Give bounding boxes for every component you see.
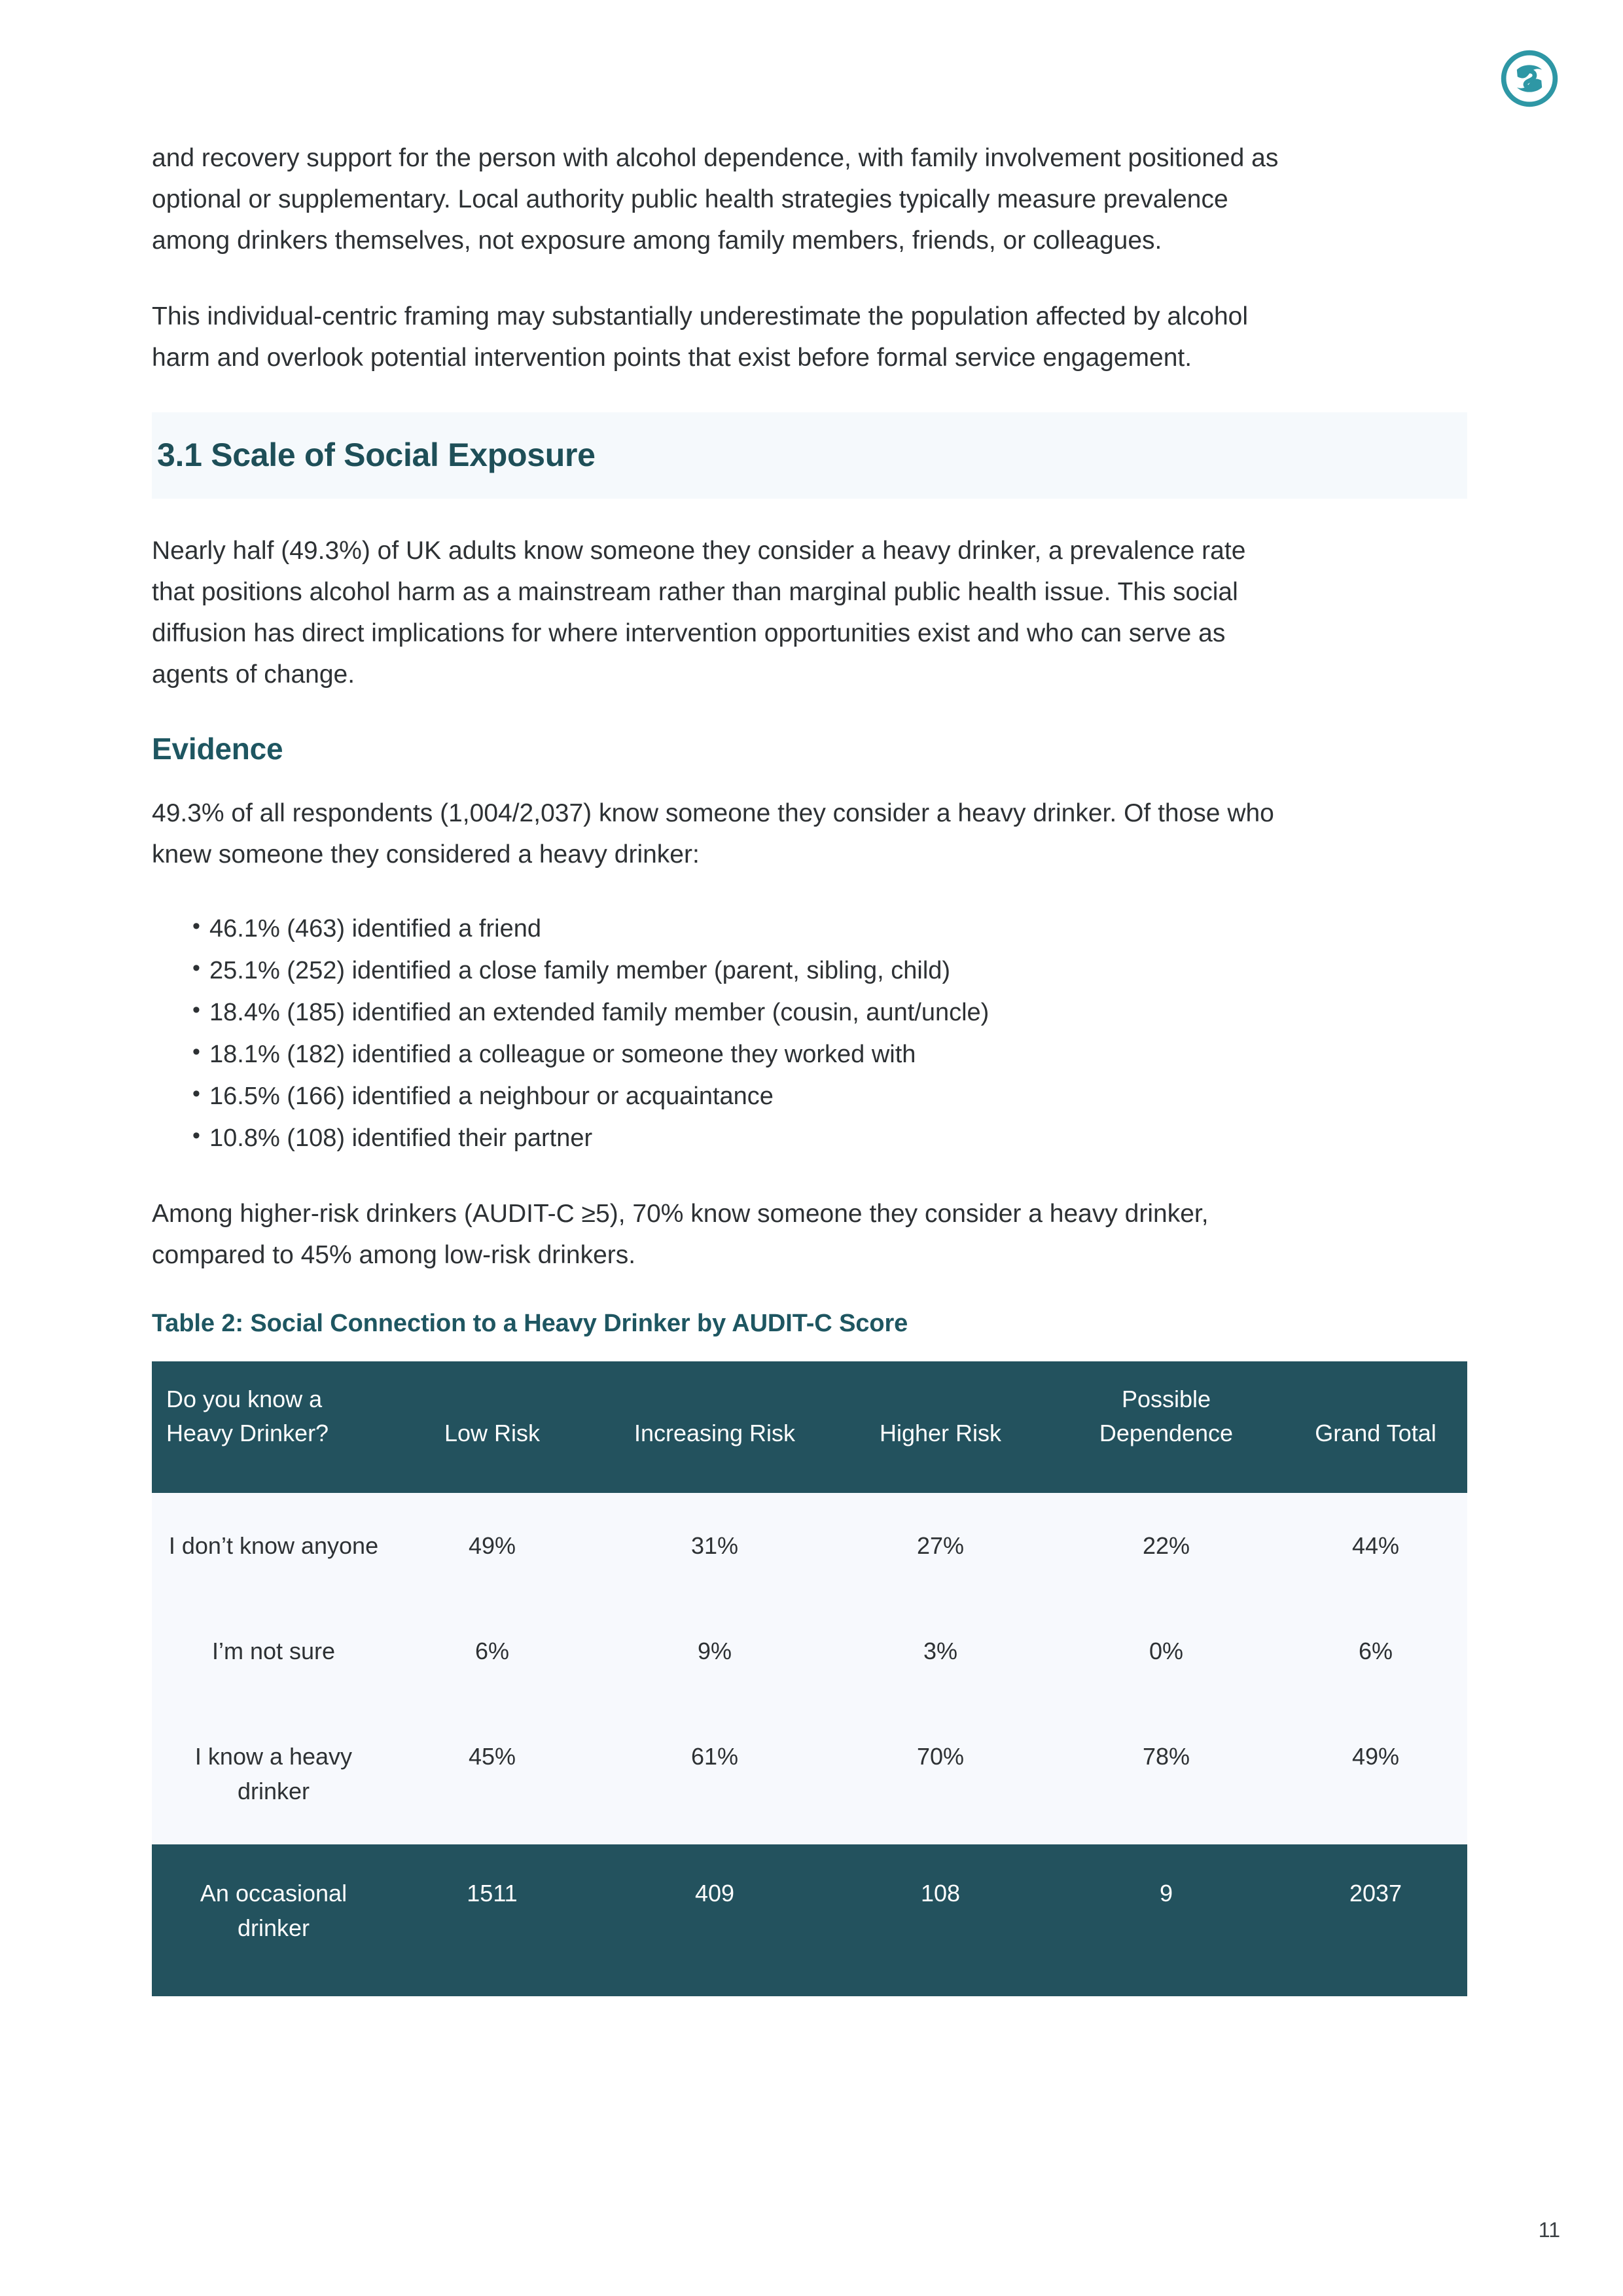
cell-higher-risk: 70% <box>916 1743 965 1770</box>
column-header-line2: Dependence <box>1099 1419 1234 1446</box>
cell-grand-total: 6% <box>1358 1637 1393 1664</box>
cell-grand-total: 49% <box>1351 1743 1400 1770</box>
section-heading-band <box>152 412 1467 499</box>
column-header-low-risk <box>387 1361 597 1492</box>
cell-low-risk: 6% <box>474 1637 510 1664</box>
table-header-row <box>152 1361 1467 1492</box>
list-item: • 10.8% (108) identified their partner <box>192 1119 1467 1158</box>
column-header-possible-dependence <box>1048 1361 1284 1492</box>
row-label: I don’t know anyone <box>168 1532 379 1559</box>
paragraph-3: Nearly half (49.3%) of UK adults know someone they consider a heavy drinker, a prevalence rate that positions alcohol harm as a mainstream rather than marginal public health issue. This social diffusion has direct implications for where intervention opportunities exist and who can serve as agents of change. <box>152 536 1246 689</box>
sub-heading-evidence: Evidence <box>152 731 283 766</box>
list-item: • 18.1% (182) identified a colleague or someone they worked with <box>192 1035 1467 1074</box>
table-row <box>152 1704 1467 1844</box>
table-body <box>152 1493 1467 1997</box>
column-header-increasing-risk <box>597 1361 832 1492</box>
cell-possible-dependence: 0% <box>1149 1637 1184 1664</box>
column-header-higher-risk <box>832 1361 1048 1492</box>
paragraph-4: 49.3% of all respondents (1,004/2,037) know someone they consider a heavy drinker. Of those who knew someone they considered a heavy drinker: <box>152 798 1274 869</box>
cell-low-risk: 1511 <box>467 1879 518 1907</box>
column-header-question <box>152 1361 387 1492</box>
cell-higher-risk: 3% <box>923 1637 958 1664</box>
column-header-grand-total <box>1284 1361 1467 1492</box>
circular-swirl-logo <box>1498 47 1561 110</box>
paragraph-2: This individual-centric framing may substantially underestimate the population affected by alcohol harm and overlook potential intervention points that exist before formal service engagement. <box>152 302 1249 372</box>
table-row <box>152 1493 1467 1598</box>
table-caption: Table 2: Social Connection to a Heavy Drinker by AUDIT-C Score <box>152 1310 908 1338</box>
cell-possible-dependence: 22% <box>1142 1532 1190 1559</box>
evidence-bullet-list <box>152 909 1467 1158</box>
column-header-line1: Possible <box>1121 1386 1211 1413</box>
column-header-line2: Increasing Risk <box>633 1419 796 1446</box>
cell-increasing-risk: 409 <box>694 1879 735 1907</box>
cell-low-risk: 45% <box>468 1743 516 1770</box>
cell-possible-dependence: 78% <box>1142 1743 1190 1770</box>
cell-increasing-risk: 61% <box>690 1743 739 1770</box>
row-label: I know a heavy drinker <box>194 1743 353 1805</box>
list-item: • 25.1% (252) identified a close family member (parent, sibling, child) <box>192 951 1467 990</box>
table-header <box>152 1361 1467 1492</box>
paragraph-5: Among higher-risk drinkers (AUDIT-C ≥5), 70% know someone they consider a heavy drinker, compared to 45% among low-risk drinkers. <box>152 1200 1209 1270</box>
table-total-row <box>152 1844 1467 1997</box>
cell-possible-dependence: 9 <box>1159 1879 1173 1907</box>
column-header-line1: Do you know a <box>166 1386 323 1413</box>
cell-low-risk: 49% <box>468 1532 516 1559</box>
section-heading: 3.1 Scale of Social Exposure <box>157 436 596 473</box>
page-content <box>152 137 1467 1996</box>
list-item: • 16.5% (166) identified a neighbour or acquaintance <box>192 1077 1467 1116</box>
column-header-line2: Higher Risk <box>879 1419 1002 1446</box>
cell-grand-total: 44% <box>1351 1532 1400 1559</box>
cell-higher-risk: 108 <box>920 1879 961 1907</box>
cell-increasing-risk: 9% <box>697 1637 732 1664</box>
row-label: I’m not sure <box>211 1637 336 1664</box>
column-header-line2: Grand Total <box>1315 1419 1436 1446</box>
list-item: • 46.1% (463) identified a friend <box>192 909 1467 948</box>
row-label: An occasional drinker <box>200 1879 348 1941</box>
cell-grand-total: 2037 <box>1349 1879 1402 1907</box>
table-row <box>152 1598 1467 1704</box>
page-number: 11 <box>1538 2218 1560 2242</box>
cell-higher-risk: 27% <box>916 1532 965 1559</box>
cell-increasing-risk: 31% <box>690 1532 739 1559</box>
list-item: • 18.4% (185) identified an extended family member (cousin, aunt/uncle) <box>192 993 1467 1032</box>
column-header-line2: Heavy Drinker? <box>166 1419 329 1446</box>
paragraph-1: and recovery support for the person with alcohol dependence, with family involvement positioned as optional or supplementary. Local authority public health strategies typically measure prevalence among drinkers themselves, not exposure among family members, friends, or colleagues. <box>152 144 1279 255</box>
column-header-line2: Low Risk <box>444 1419 541 1446</box>
audit-c-table <box>152 1361 1467 1996</box>
